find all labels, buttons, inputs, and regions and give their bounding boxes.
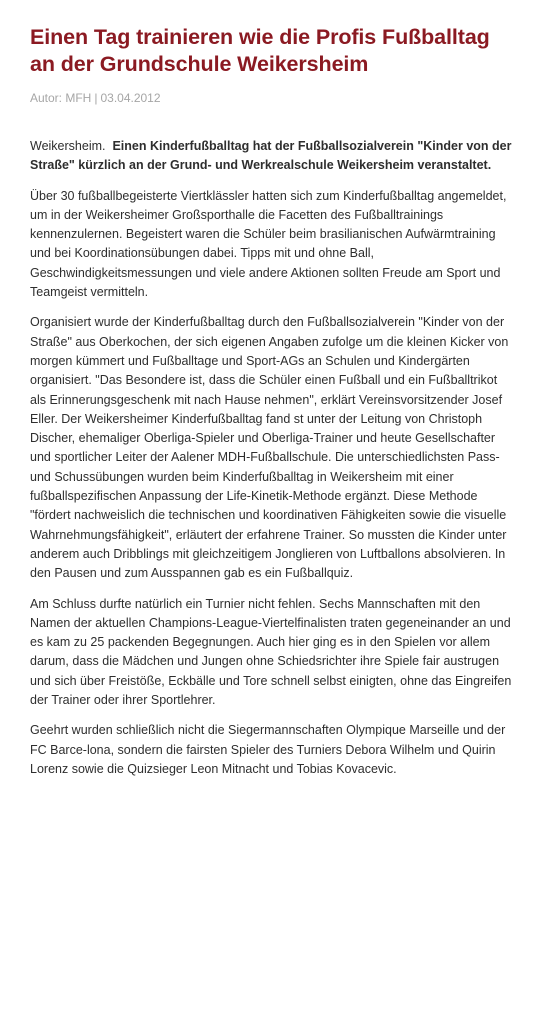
publish-date: 03.04.2012 bbox=[100, 91, 161, 105]
lead-paragraph bbox=[30, 137, 514, 176]
article-body bbox=[30, 137, 514, 779]
article-meta bbox=[30, 91, 514, 105]
lead-bold-text: Einen Kinderfußballtag hat der Fußballsozialverein "Kinder von der Straße" kürzlich an der Grund- und Werkrealschule Weikersheim veranstaltet. bbox=[30, 139, 512, 173]
body-paragraph-4: Geehrt wurden schließlich nicht die Siegermannschaften Olympique Marseille und der FC Barce-lona, sondern die fairsten Spieler des Turniers Debora Wilhelm und Quirin Lorenz sowie die Quizsieger Leon Mitnacht und Tobias Kovacevic. bbox=[30, 723, 506, 776]
author-label: Autor: MFH bbox=[30, 91, 92, 105]
meta-separator: | bbox=[94, 91, 98, 105]
body-paragraph-3: Am Schluss durfte natürlich ein Turnier nicht fehlen. Sechs Mannschaften mit den Namen der aktuellen Champions-League-Viertelfinalisten traten gegeneinander an und es kam zu 25 packenden Begegnungen. Auch hier ging es in den Spielen vor allem darum, dass die Mädchen und Jungen ohne Schiedsrichter ihre Spiele fair austrugen und sich über Freistöße, Eckbälle und Tore schnell selbst einigten, ohne das Eingreifen der Trainer oder ihrer Sportlehrer. bbox=[30, 596, 512, 708]
body-paragraph-1: Über 30 fußballbegeisterte Viertklässler hatten sich zum Kinderfußballtag angemeldet, um in der Weikersheimer Großsporthalle die Facetten des Fußballtrainings kennenzulernen. Begeistert waren die Schüler beim brasilianischen Aufwärmtraining und bei Koordinationsübungen dabei. Tipps mit und ohne Ball, Geschwindigkeitsmessungen und viele andere Aktionen sollten Freude am Sport und Teamgeist vermitteln. bbox=[30, 188, 507, 300]
lead-place: Weikersheim. bbox=[30, 139, 106, 153]
body-paragraph-2: Organisiert wurde der Kinderfußballtag durch den Fußballsozialverein "Kinder von der Straße" aus Oberkochen, der sich eigenen Angaben zufolge um die kleinen Kicker von morgen kümmert und Fußballtage und Sport-AGs an Schulen und Kindergärten organisiert. "Das Besondere ist, dass die Schüler einen Fußball und ein Fußballtrikot als Erinnerungsgeschenk mit nach Hause nehmen", erklärt Vereinsvorsitzender Josef Eller. Der Weikersheimer Kinderfußballtag fand st unter der Leitung von Christoph Discher, ehemaliger Oberliga-Spieler und Oberliga-Trainer und heute Gesellschafter und sportlicher Leiter der Aalener MDH-Fußballschule. Die unterschiedlichsten Pass- und Schussübungen wurden beim Kinderfußballtag in Weikersheim mit einer fußballspezifischen Anpassung der Life-Kinetik-Methode ergänzt. Diese Methode "fördert nachweislich die technischen und koordinativen Fähigkeiten sowie die visuelle Wahrnehmungsfähigkeit", erläutert der erfahrene Trainer. So mussten die Kinder unter anderem auch Dribblings mit gleichzeitigem Jonglieren von Luftballons absolvieren. In den Pausen und zum Ausspannen gab es ein Fußballquiz. bbox=[30, 315, 509, 581]
article-headline: Einen Tag trainieren wie die Profis Fußballtag an der Grundschule Weikersheim bbox=[30, 25, 490, 76]
